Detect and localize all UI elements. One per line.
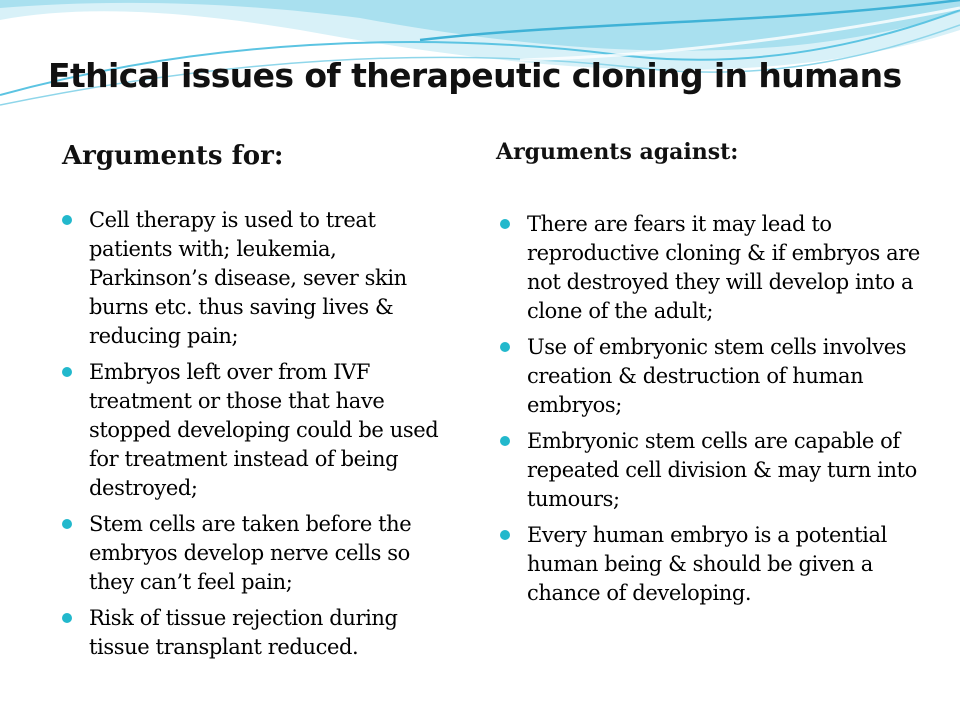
- list-item-text: Embryonic stem cells are capable of repeated cell division & may turn into tumours;: [527, 429, 917, 511]
- list-item-text: Every human embryo is a potential human being & should be given a chance of developing.: [527, 523, 887, 605]
- bullet-icon: [62, 613, 72, 623]
- bullet-icon: [500, 219, 510, 229]
- list-item: [500, 210, 920, 326]
- list-item: [62, 604, 442, 662]
- list-item-text: Stem cells are taken before the embryos develop nerve cells so they can’t feel pain;: [89, 512, 412, 594]
- list-item: [500, 427, 920, 514]
- bullet-icon: [62, 519, 72, 529]
- list-item: [500, 521, 920, 608]
- list-item: [62, 510, 442, 597]
- arguments-against-list: [500, 210, 920, 615]
- arguments-against-heading: Arguments against:: [496, 139, 739, 165]
- list-item-text: Embryos left over from IVF treatment or those that have stopped developing could be used for treatment instead of being destroyed;: [89, 360, 439, 500]
- list-item: [500, 333, 920, 420]
- bullet-icon: [62, 367, 72, 377]
- list-item-text: Risk of tissue rejection during tissue transplant reduced.: [89, 606, 398, 659]
- bullet-icon: [62, 215, 72, 225]
- list-item: [62, 358, 442, 503]
- bullet-icon: [500, 530, 510, 540]
- list-item: [62, 206, 442, 351]
- arguments-for-list: [62, 206, 442, 669]
- bullet-icon: [500, 436, 510, 446]
- slide-title: Ethical issues of therapeutic cloning in humans: [48, 56, 902, 95]
- list-item-text: There are fears it may lead to reproductive cloning & if embryos are not destroyed they will develop into a clone of the adult;: [527, 212, 920, 323]
- list-item-text: Use of embryonic stem cells involves creation & destruction of human embryos;: [527, 335, 907, 417]
- list-item-text: Cell therapy is used to treat patients with; leukemia, Parkinson’s disease, sever skin burns etc. thus saving lives & reducing pain;: [89, 208, 407, 348]
- bullet-icon: [500, 342, 510, 352]
- arguments-for-heading: Arguments for:: [62, 141, 284, 171]
